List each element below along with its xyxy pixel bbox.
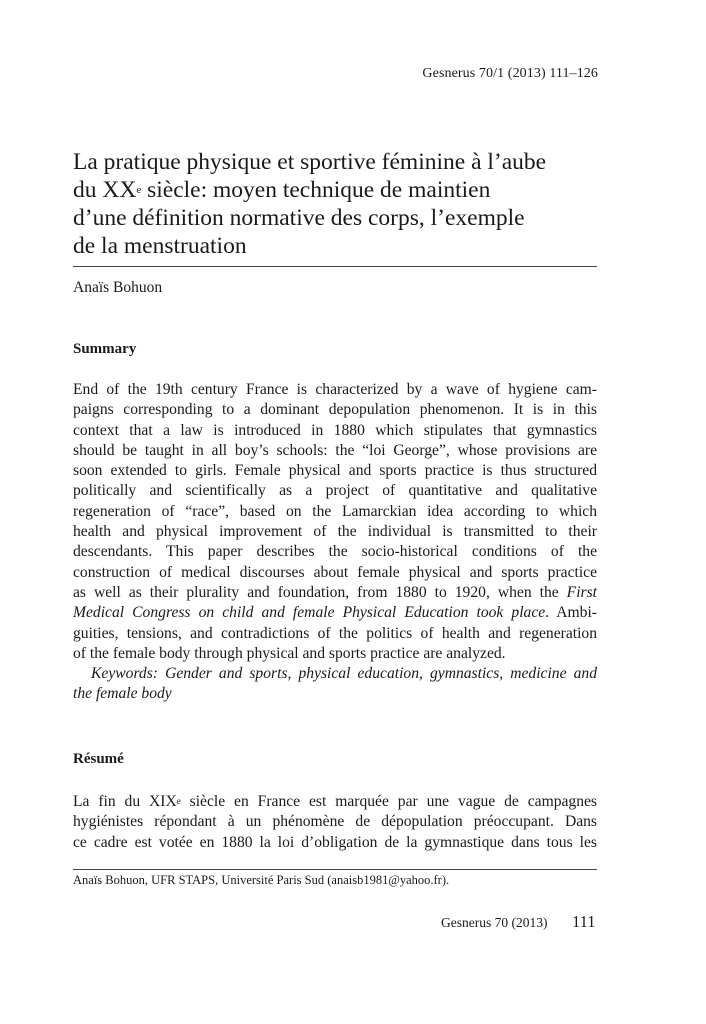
resume-line-3: ce cadre est votée en 1880 la loi d’obligation de la gymnastique dans tous les <box>73 833 597 851</box>
author-name: Anaïs Bohuon <box>73 279 163 296</box>
resume-heading: Résumé <box>73 751 124 767</box>
summary-line: health and physical improvement of the individual is transmitted to their <box>73 523 597 541</box>
resume-line-1-start: La fin du XIX <box>73 793 177 810</box>
title-divider <box>73 266 597 267</box>
keywords-line <box>73 664 597 684</box>
summary-line-11 <box>73 583 597 603</box>
running-head: Gesnerus 70/1 (2013) 111–126 <box>422 66 598 81</box>
keywords-text-2: the female body <box>73 685 172 703</box>
summary-line: guities, tensions, and contradictions of the politics of health and regeneration <box>73 624 597 642</box>
keywords-text: Keywords: Gender and sports, physical education, gymnastics, medicine and <box>91 665 597 683</box>
summary-line-11-text: as well as their plurality and foundation, from 1880 to 1920, when the <box>73 583 559 601</box>
summary-line: should be taught in all boy’s schools: the “loi George”, whose provisions are <box>73 441 597 459</box>
summary-line: of the female body through physical and sports practice are analyzed. <box>73 644 506 662</box>
title-line-2-start: du XX <box>73 177 137 203</box>
resume-line-2: hygiénistes répondant à un phénomène de dépopulation préoccupant. Dans <box>73 813 597 831</box>
summary-line: regeneration of “race”, based on the Lamarckian idea according to which <box>73 502 597 520</box>
title-line-1: La pratique physique et sportive féminine à l’aube <box>73 149 547 175</box>
author-footnote: Anaïs Bohuon, UFR STAPS, Université Paris Sud (anaisb1981@yahoo.fr). <box>73 873 450 887</box>
summary-line-12-rest: . Ambi- <box>545 604 597 622</box>
summary-text <box>73 380 597 705</box>
title-line-3: d’une définition normative des corps, l’exemple <box>73 205 525 231</box>
title-superscript: e <box>136 184 142 196</box>
keywords-line-2 <box>73 684 597 704</box>
summary-line: politically and scientifically as a project of quantitative and qualitative <box>73 482 597 500</box>
resume-line-1-end: siècle en France est marquée par une vague de campagnes <box>180 793 597 810</box>
title-line-2-end: siècle: moyen technique de maintien <box>141 177 491 203</box>
summary-line: construction of medical discourses about female physical and sports practice <box>73 563 597 581</box>
resume-line-1 <box>73 792 597 812</box>
summary-line: descendants. This paper describes the socio-historical conditions of the <box>73 543 597 561</box>
title-line-4: de la menstruation <box>73 233 247 259</box>
article-title <box>73 148 603 260</box>
summary-line-12 <box>73 603 597 623</box>
page-number: 111 <box>572 912 596 931</box>
title-line-2 <box>73 176 603 204</box>
summary-line: paigns corresponding to a dominant depopulation phenomenon. It is in this <box>73 401 597 419</box>
summary-italic-congress: Medical Congress on child and female Physical Education took place <box>73 604 546 622</box>
resume-superscript: e <box>176 796 181 806</box>
footer-journal: Gesnerus 70 (2013) <box>441 915 548 930</box>
summary-line: End of the 19th century France is characterized by a wave of hygiene cam- <box>73 381 597 398</box>
footnote-divider <box>73 869 597 870</box>
summary-line: soon extended to girls. Female physical and sports practice is thus structured <box>73 462 597 480</box>
summary-italic-start: First <box>566 583 597 601</box>
summary-heading: Summary <box>73 341 137 357</box>
resume-text <box>73 792 597 853</box>
summary-line: context that a law is introduced in 1880 which stipulates that gymnastics <box>73 421 597 439</box>
